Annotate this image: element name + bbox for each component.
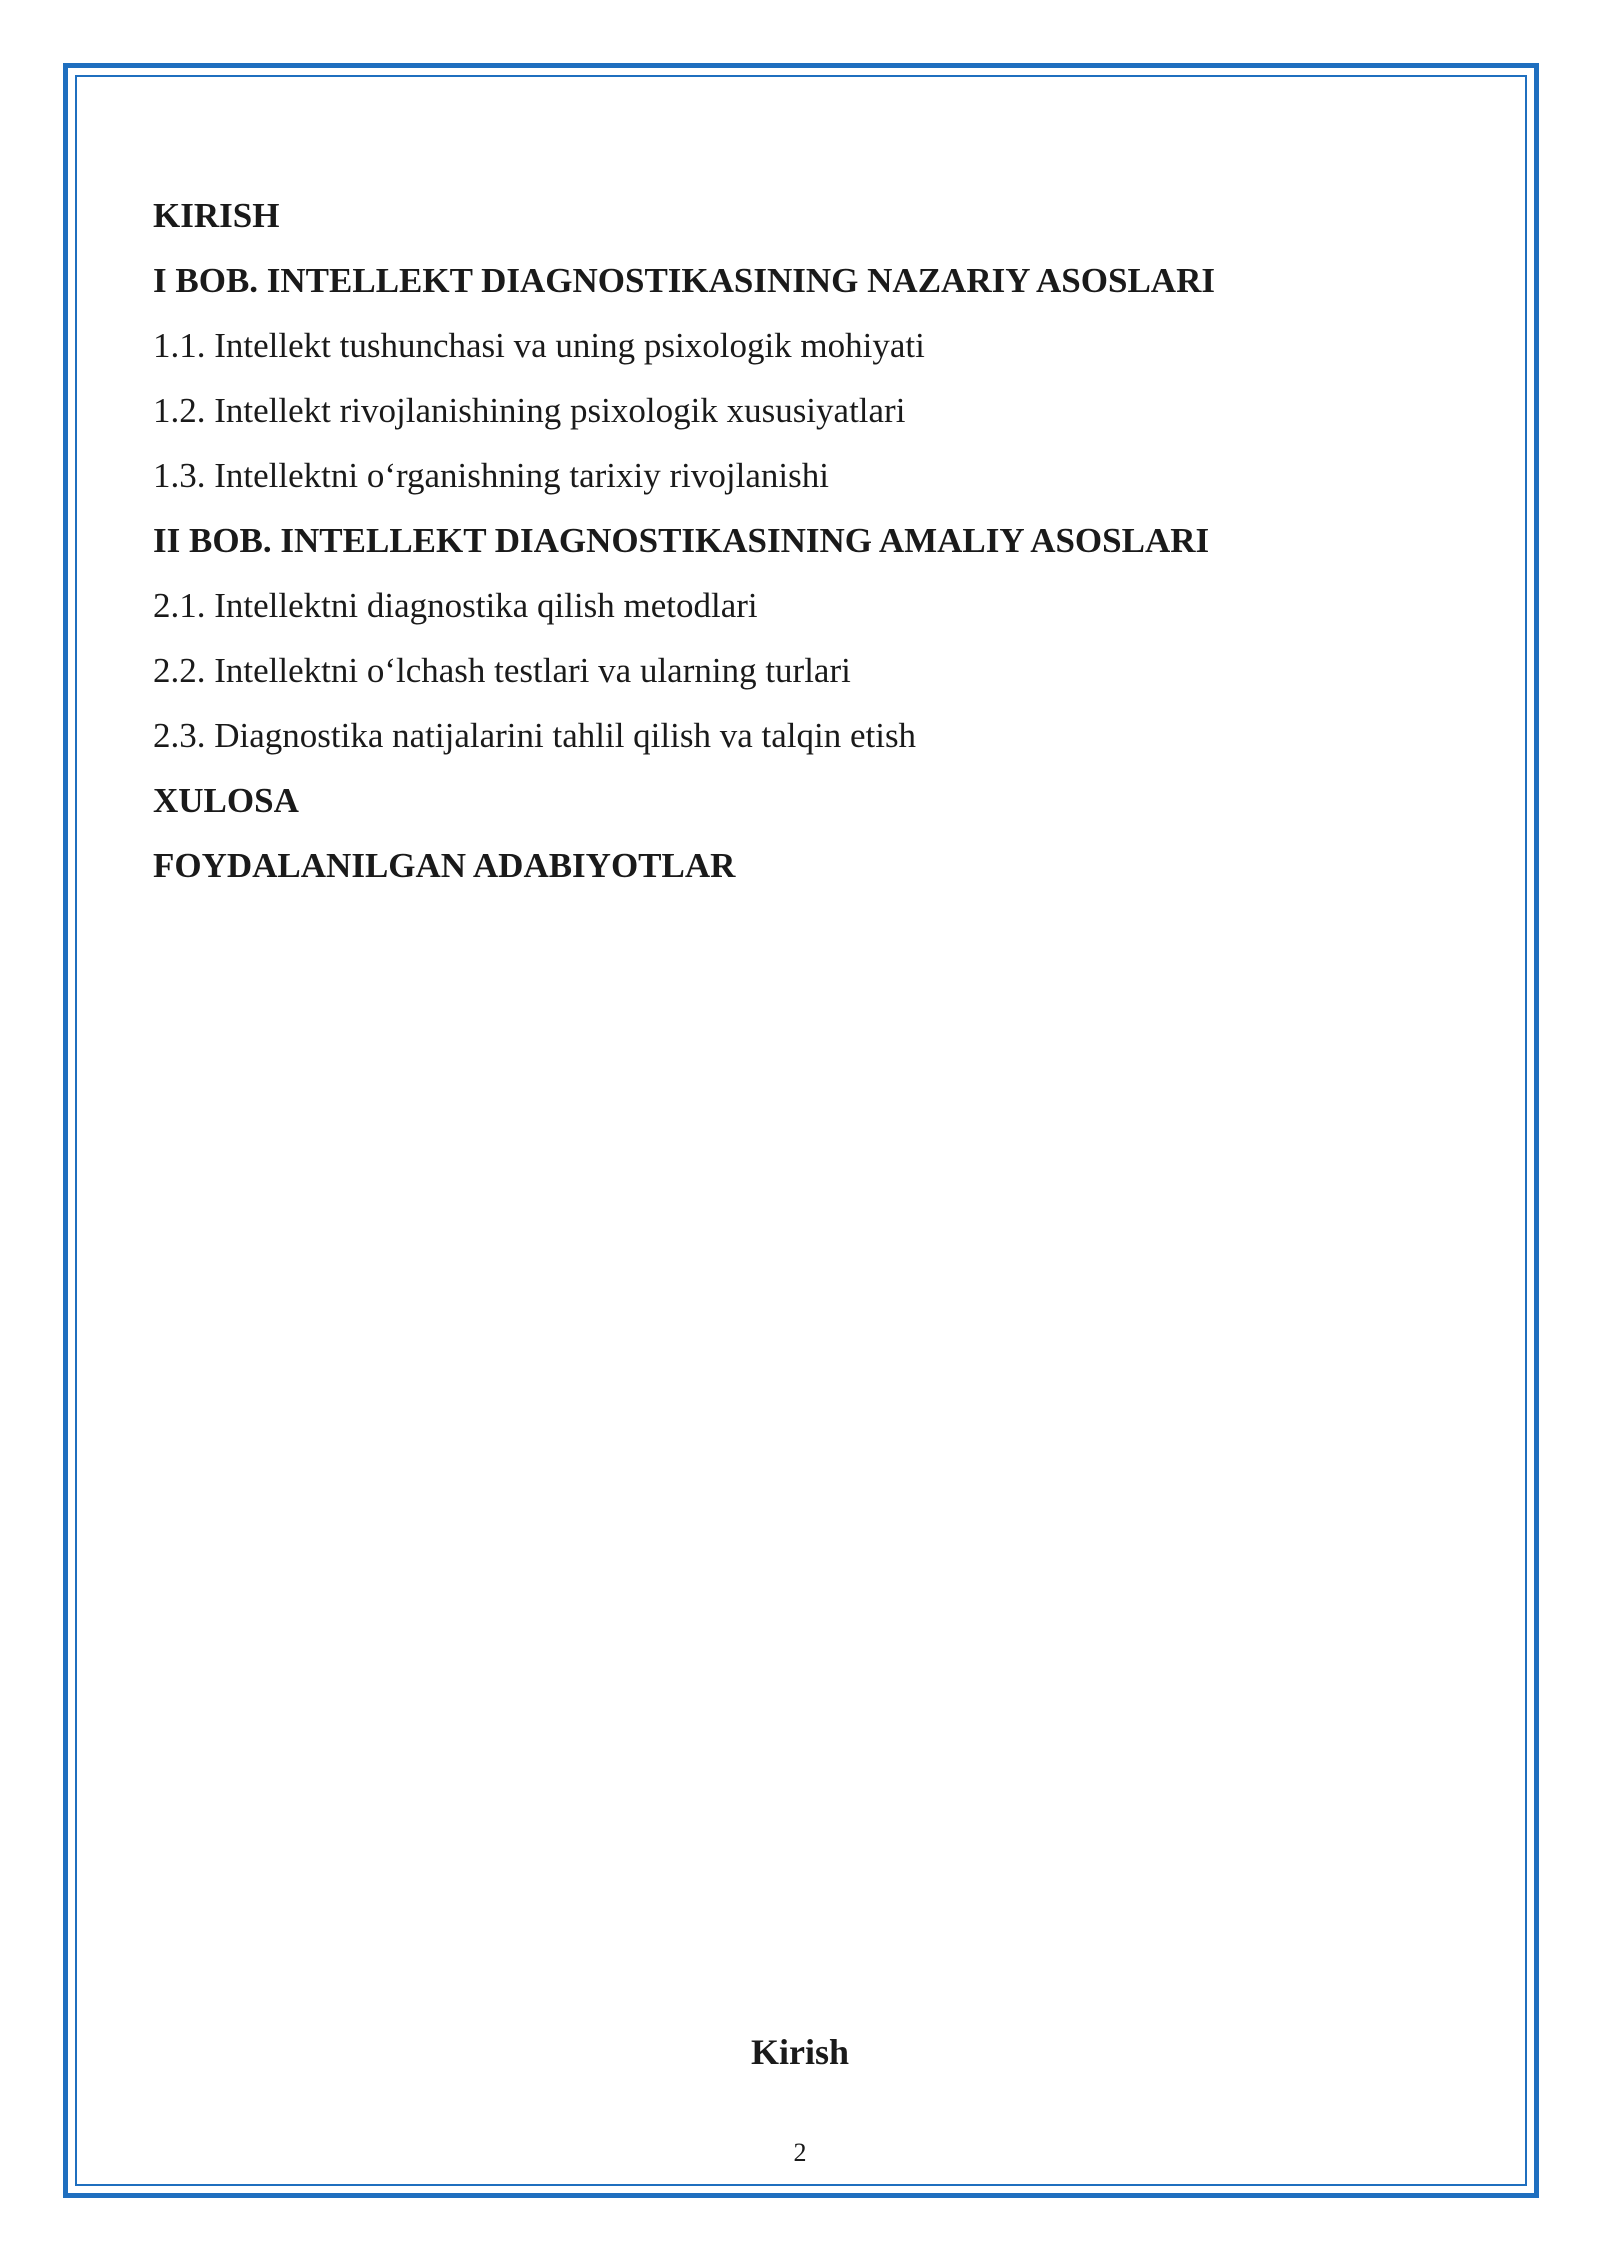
toc-entry: KIRISH: [153, 196, 280, 235]
toc-entry: 1.3. Intellektni oʻrganishning tarixiy rivojlanishi: [153, 456, 829, 495]
page-number: 2: [793, 2138, 807, 2167]
toc-entry: II BOB. INTELLEKT DIAGNOSTIKASINING AMALIY ASOSLARI: [153, 521, 1210, 560]
toc-entry: 2.3. Diagnostika natijalarini tahlil qilish va talqin etish: [153, 716, 917, 755]
section-heading: Kirish: [750, 2032, 849, 2072]
toc-entry: 2.2. Intellektni oʻlchash testlari va ularning turlari: [153, 651, 851, 690]
toc-entry: 1.1. Intellekt tushunchasi va uning psixologik mohiyati: [153, 326, 925, 365]
toc-entry: 2.1. Intellektni diagnostika qilish metodlari: [153, 586, 758, 625]
toc-entry: 1.2. Intellekt rivojlanishining psixologik xususiyatlari: [153, 391, 906, 430]
table-of-contents: [153, 183, 1453, 898]
toc-entry: XULOSA: [153, 781, 299, 820]
toc-entry: FOYDALANILGAN ADABIYOTLAR: [153, 846, 736, 885]
toc-entry: I BOB. INTELLEKT DIAGNOSTIKASINING NAZARIY ASOSLARI: [153, 261, 1215, 300]
